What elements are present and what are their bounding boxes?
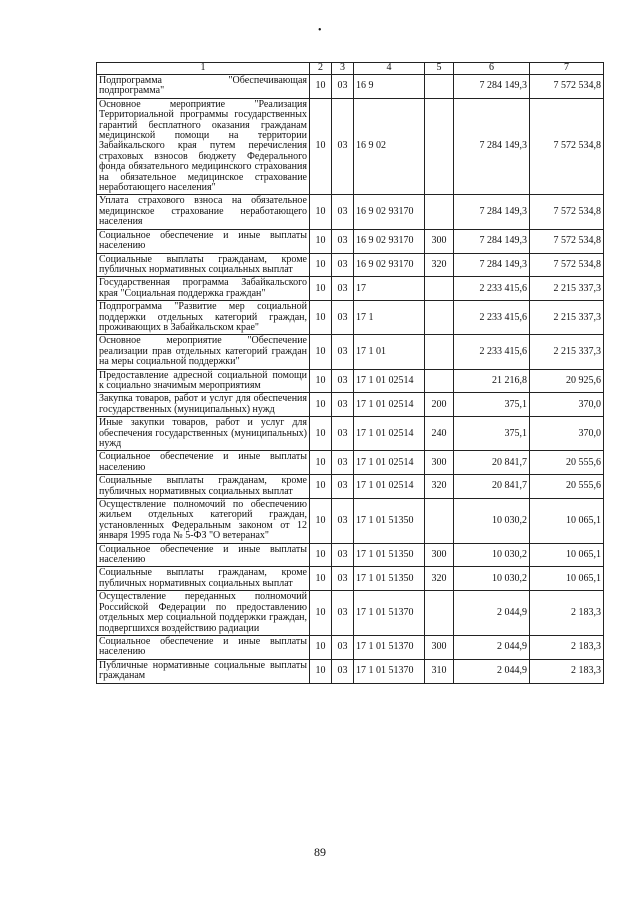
target-article-cell: 17 1 [354,301,425,335]
expense-type-cell: 300 [425,543,454,567]
target-article-cell: 16 9 02 93170 [354,229,425,253]
subsection-cell: 03 [332,277,354,301]
subsection-cell: 03 [332,301,354,335]
expense-type-cell [425,591,454,636]
section-cell: 10 [310,475,332,499]
section-cell: 10 [310,393,332,417]
header-cell-4: 4 [354,63,425,75]
amount-year-2-cell: 7 572 534,8 [530,229,604,253]
table-row [97,98,604,195]
row-name-cell: Подпрограмма "Обеспечивающая подпрограмма" [97,75,310,99]
expense-type-cell [425,335,454,369]
section-cell: 10 [310,417,332,451]
table-row [97,417,604,451]
table-row [97,567,604,591]
expense-type-cell [425,98,454,195]
amount-year-1-cell: 375,1 [454,393,530,417]
header-cell-6: 6 [454,63,530,75]
amount-year-1-cell: 7 284 149,3 [454,98,530,195]
amount-year-2-cell: 10 065,1 [530,567,604,591]
amount-year-1-cell: 10 030,2 [454,499,530,544]
target-article-cell: 17 1 01 02514 [354,475,425,499]
target-article-cell: 16 9 [354,75,425,99]
table-header-row [97,63,604,75]
amount-year-2-cell: 20 925,6 [530,369,604,393]
amount-year-1-cell: 2 233 415,6 [454,301,530,335]
amount-year-1-cell: 2 044,9 [454,659,530,683]
target-article-cell: 17 1 01 51370 [354,591,425,636]
target-article-cell: 17 1 01 [354,335,425,369]
header-cell-1: 1 [97,63,310,75]
row-name-cell: Социальные выплаты гражданам, кроме публичных нормативных социальных выплат [97,253,310,277]
subsection-cell: 03 [332,635,354,659]
subsection-cell: 03 [332,543,354,567]
section-cell: 10 [310,229,332,253]
target-article-cell: 16 9 02 93170 [354,253,425,277]
expense-type-cell: 240 [425,417,454,451]
amount-year-1-cell: 375,1 [454,417,530,451]
expense-type-cell: 300 [425,451,454,475]
section-cell: 10 [310,277,332,301]
amount-year-1-cell: 2 233 415,6 [454,335,530,369]
amount-year-1-cell: 7 284 149,3 [454,75,530,99]
amount-year-2-cell: 20 555,6 [530,475,604,499]
amount-year-2-cell: 2 215 337,3 [530,277,604,301]
subsection-cell: 03 [332,451,354,475]
table-row [97,591,604,636]
amount-year-2-cell: 7 572 534,8 [530,75,604,99]
expense-type-cell [425,369,454,393]
amount-year-2-cell: 10 065,1 [530,543,604,567]
section-cell: 10 [310,301,332,335]
amount-year-1-cell: 21 216,8 [454,369,530,393]
header-cell-2: 2 [310,63,332,75]
expense-type-cell [425,301,454,335]
row-name-cell: Иные закупки товаров, работ и услуг для обеспечения государственных (муниципальных) нужд [97,417,310,451]
amount-year-2-cell: 10 065,1 [530,499,604,544]
amount-year-2-cell: 2 183,3 [530,659,604,683]
section-cell: 10 [310,635,332,659]
subsection-cell: 03 [332,591,354,636]
amount-year-2-cell: 2 215 337,3 [530,301,604,335]
amount-year-1-cell: 10 030,2 [454,543,530,567]
row-name-cell: Социальное обеспечение и иные выплаты населению [97,543,310,567]
expense-type-cell: 320 [425,253,454,277]
row-name-cell: Социальные выплаты гражданам, кроме публичных нормативных социальных выплат [97,567,310,591]
section-cell: 10 [310,543,332,567]
target-article-cell: 17 1 01 51350 [354,543,425,567]
table-row [97,277,604,301]
table-row [97,229,604,253]
amount-year-1-cell: 10 030,2 [454,567,530,591]
subsection-cell: 03 [332,393,354,417]
table-row [97,301,604,335]
target-article-cell: 17 1 01 51370 [354,635,425,659]
amount-year-2-cell: 370,0 [530,417,604,451]
amount-year-1-cell: 20 841,7 [454,475,530,499]
amount-year-1-cell: 7 284 149,3 [454,229,530,253]
subsection-cell: 03 [332,475,354,499]
table-row [97,659,604,683]
table-row [97,475,604,499]
amount-year-1-cell: 2 233 415,6 [454,277,530,301]
section-cell: 10 [310,195,332,229]
target-article-cell: 17 1 01 02514 [354,369,425,393]
page-number: 89 [314,845,326,859]
top-mark: • [318,25,322,36]
expense-type-cell: 200 [425,393,454,417]
amount-year-1-cell: 7 284 149,3 [454,253,530,277]
expense-type-cell: 320 [425,567,454,591]
target-article-cell: 17 1 01 02514 [354,417,425,451]
header-cell-3: 3 [332,63,354,75]
section-cell: 10 [310,253,332,277]
row-name-cell: Осуществление полномочий по обеспечению жильем отдельных категорий граждан, установленных Федеральным законом от 12 января 1995 года № 5-ФЗ "О ветеранах" [97,499,310,544]
row-name-cell: Осуществление переданных полномочий Российской Федерации по предоставлению отдельных мер социальной поддержки граждан, подвергшихся воздействию радиации [97,591,310,636]
row-name-cell: Закупка товаров, работ и услуг для обеспечения государственных (муниципальных) нужд [97,393,310,417]
subsection-cell: 03 [332,253,354,277]
expense-type-cell [425,499,454,544]
expense-type-cell: 310 [425,659,454,683]
table-row [97,543,604,567]
section-cell: 10 [310,98,332,195]
section-cell: 10 [310,567,332,591]
row-name-cell: Социальное обеспечение и иные выплаты населению [97,635,310,659]
subsection-cell: 03 [332,98,354,195]
target-article-cell: 17 [354,277,425,301]
amount-year-2-cell: 370,0 [530,393,604,417]
row-name-cell: Предоставление адресной социальной помощи к социально значимым мероприятиям [97,369,310,393]
amount-year-1-cell: 2 044,9 [454,591,530,636]
section-cell: 10 [310,499,332,544]
table-row [97,253,604,277]
subsection-cell: 03 [332,417,354,451]
subsection-cell: 03 [332,335,354,369]
target-article-cell: 17 1 01 51350 [354,499,425,544]
target-article-cell: 17 1 01 02514 [354,451,425,475]
row-name-cell: Социальное обеспечение и иные выплаты населению [97,229,310,253]
section-cell: 10 [310,451,332,475]
subsection-cell: 03 [332,567,354,591]
subsection-cell: 03 [332,75,354,99]
expense-type-cell [425,277,454,301]
amount-year-2-cell: 20 555,6 [530,451,604,475]
subsection-cell: 03 [332,195,354,229]
table-row [97,635,604,659]
table-row [97,499,604,544]
section-cell: 10 [310,659,332,683]
row-name-cell: Подпрограмма "Развитие мер социальной поддержки отдельных категорий граждан, проживающих в Забайкальском крае" [97,301,310,335]
subsection-cell: 03 [332,369,354,393]
amount-year-2-cell: 7 572 534,8 [530,98,604,195]
amount-year-2-cell: 2 215 337,3 [530,335,604,369]
budget-table [96,62,604,684]
row-name-cell: Государственная программа Забайкальского края "Социальная поддержка граждан" [97,277,310,301]
section-cell: 10 [310,75,332,99]
expense-type-cell [425,195,454,229]
row-name-cell: Социальное обеспечение и иные выплаты населению [97,451,310,475]
amount-year-2-cell: 7 572 534,8 [530,253,604,277]
expense-type-cell: 320 [425,475,454,499]
target-article-cell: 16 9 02 [354,98,425,195]
amount-year-1-cell: 2 044,9 [454,635,530,659]
table-row [97,393,604,417]
subsection-cell: 03 [332,499,354,544]
subsection-cell: 03 [332,659,354,683]
amount-year-2-cell: 2 183,3 [530,591,604,636]
table-row [97,369,604,393]
table-row [97,195,604,229]
amount-year-2-cell: 2 183,3 [530,635,604,659]
target-article-cell: 17 1 01 51350 [354,567,425,591]
target-article-cell: 17 1 01 51370 [354,659,425,683]
table-row [97,335,604,369]
expense-type-cell [425,75,454,99]
expense-type-cell: 300 [425,229,454,253]
table-row [97,75,604,99]
row-name-cell: Уплата страхового взноса на обязательное медицинское страхование неработающего населения [97,195,310,229]
amount-year-1-cell: 7 284 149,3 [454,195,530,229]
section-cell: 10 [310,591,332,636]
section-cell: 10 [310,369,332,393]
row-name-cell: Основное мероприятие "Реализация Территориальной программы государственных гарантий бесплатного оказания гражданам медицинской помощи на территории Забайкальского края путем перечисления страховых взносов бюджету Федерального фонда обязательного медицинского страхования на обязательное медицинское страхование неработающего населения" [97,98,310,195]
header-cell-5: 5 [425,63,454,75]
row-name-cell: Социальные выплаты гражданам, кроме публичных нормативных социальных выплат [97,475,310,499]
target-article-cell: 17 1 01 02514 [354,393,425,417]
row-name-cell: Основное мероприятие "Обеспечение реализации прав отдельных категорий граждан на меры социальной поддержки" [97,335,310,369]
header-cell-7: 7 [530,63,604,75]
row-name-cell: Публичные нормативные социальные выплаты гражданам [97,659,310,683]
target-article-cell: 16 9 02 93170 [354,195,425,229]
expense-type-cell: 300 [425,635,454,659]
section-cell: 10 [310,335,332,369]
amount-year-2-cell: 7 572 534,8 [530,195,604,229]
table-row [97,451,604,475]
amount-year-1-cell: 20 841,7 [454,451,530,475]
subsection-cell: 03 [332,229,354,253]
